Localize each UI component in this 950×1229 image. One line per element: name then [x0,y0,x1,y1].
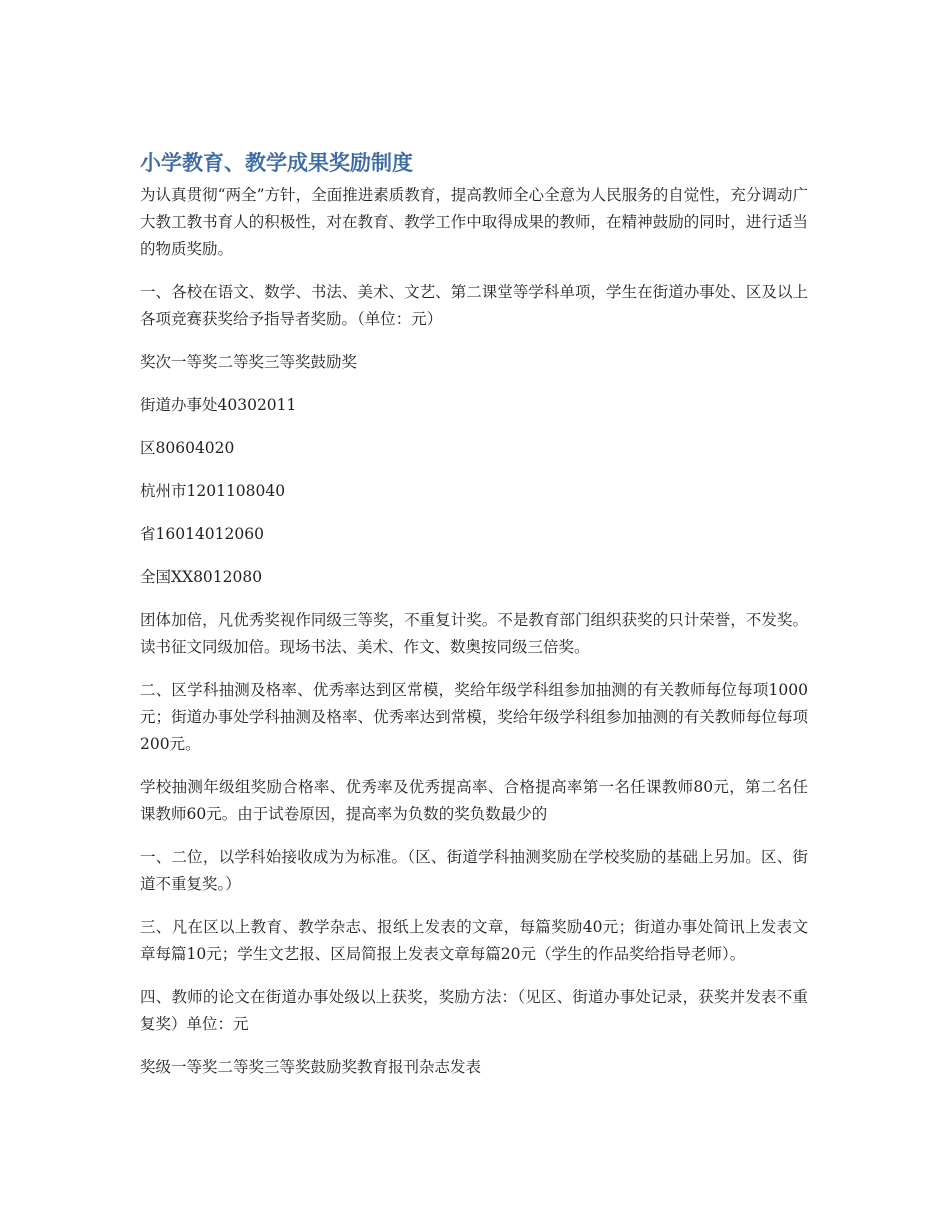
page-title: 小学教育、教学成果奖励制度 [140,151,413,175]
award-row-street-office: 街道办事处40302011 [140,396,297,414]
section-3-paragraph: 三、凡在区以上教育、教学杂志、报纸上发表的文章，每篇奖励40元；街道办事处简讯上发表文章每篇10元；学生文艺报、区局简报上发表文章每篇20元（学生的作品奖给指导老师）。 [140,918,808,963]
award-row-hangzhou: 杭州市1201108040 [140,482,286,500]
school-test-paragraph: 学校抽测年级组奖励合格率、优秀率及优秀提高率、合格提高率第一名任课教师80元，第二名任课教师60元。由于试卷原因，提高率为负数的奖负数最少的 [140,778,808,823]
section-2-paragraph: 二、区学科抽测及格率、优秀率达到区常模，奖给年级学科组参加抽测的有关教师每位每项1000元；街道办事处学科抽测及格率、优秀率达到常模，奖给年级学科组参加抽测的有关教师每位每项200元。 [140,681,808,753]
award-row-district: 区80604020 [140,439,235,457]
document-body [140,148,808,1097]
section-4-paragraph: 四、教师的论文在街道办事处级以上获奖，奖励方法：（见区、街道办事处记录，获奖并发表不重复奖）单位：元 [140,988,808,1033]
award-table-header: 奖次一等奖二等奖三等奖鼓励奖 [140,353,358,371]
section-1-paragraph: 一、各校在语文、数学、书法、美术、文艺、第二课堂等学科单项，学生在街道办事处、区及以上各项竞赛获奖给予指导者奖励。（单位：元） [140,283,808,328]
rank-note-paragraph: 一、二位，以学科始接收成为为标准。（区、街道学科抽测奖励在学校奖励的基础上另加。区、街道不重复奖。） [140,848,808,893]
award-row-province: 省16014012060 [140,525,264,543]
intro-paragraph: 为认真贯彻“两全”方针，全面推进素质教育，提高教师全心全意为人民服务的自觉性，充分调动广大教工教书育人的积极性，对在教育、教学工作中取得成果的教师，在精神鼓励的同时，进行适当的物质奖励。 [140,186,808,258]
paper-table-header: 奖级一等奖二等奖三等奖鼓励奖教育报刊杂志发表 [140,1058,482,1076]
group-note-paragraph: 团体加倍，凡优秀奖视作同级三等奖，不重复计奖。不是教育部门组织获奖的只计荣誉，不发奖。读书征文同级加倍。现场书法、美术、作文、数奥按同级三倍奖。 [140,611,808,656]
award-row-national: 全国XX8012080 [140,568,263,586]
